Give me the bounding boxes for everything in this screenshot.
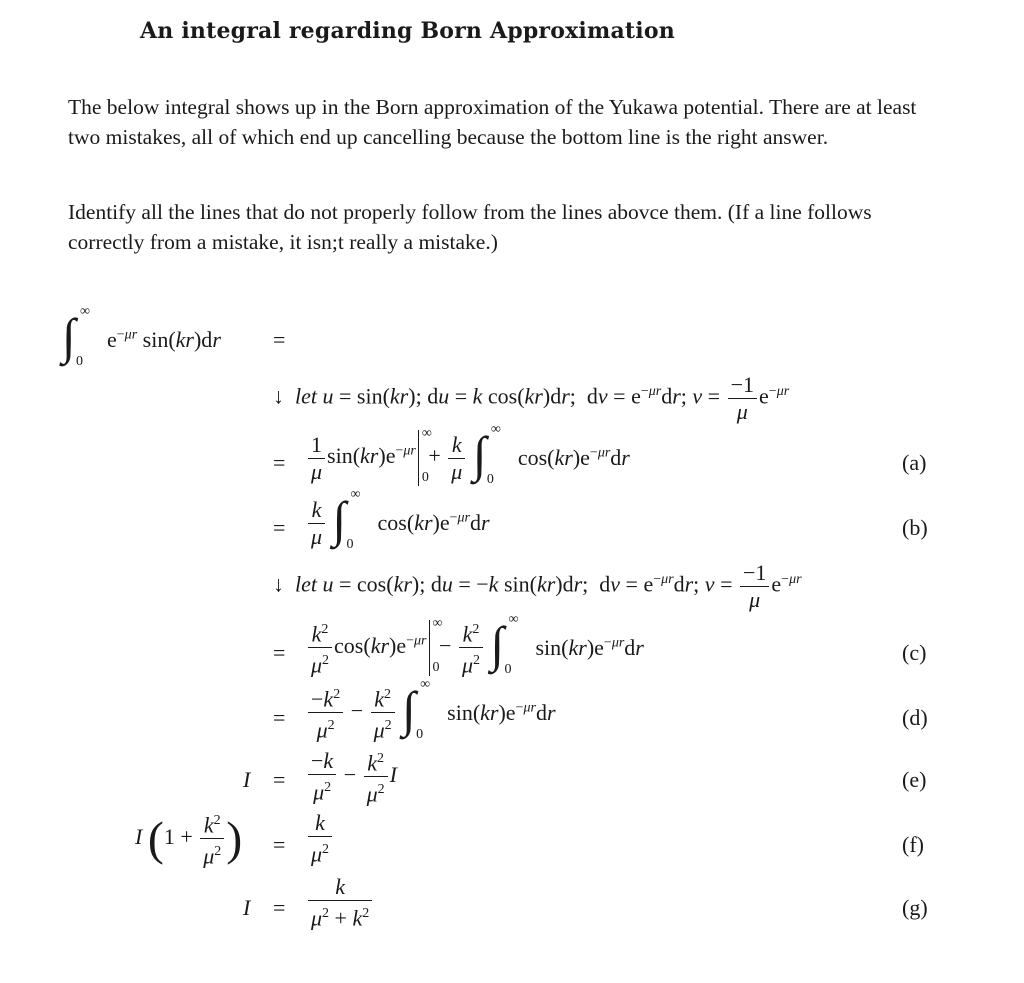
integral-lhs: ∫ ∞ 0 $e^{-\mu r}$ sin(kr)dr [62,304,221,369]
line-d: $\frac{-k^2}{\mu^2}$ − $\frac{k^2}{\mu^2}$ ∫ ∞ 0 $\sin(kr)e^{-\mu r}dr$ [306,682,556,744]
line-c: $\frac{k^2}{\mu^2}$ $\cos(kr)e^{-\mu r}$ ∞ 0 − $\frac{k^2}{\mu^2}$ ∫ ∞ 0 $\sin(kr)e^{-\mu r}dr$ [306,617,644,679]
tag-f: (f) [902,832,924,857]
line-e: $\frac{-k}{\mu^2}$ − $\frac{k^2}{\mu^2}$ I [306,746,397,808]
line-b: $\frac{k}{\mu}$ ∫ ∞ 0 $\cos(kr)e^{-\mu r}dr$ [306,493,490,553]
tag-c: (c) [902,640,927,665]
integral-sign: ∫ ∞ 0 [62,304,90,369]
substitution-1: ↓ let u = sin(kr); du = k cos(kr)dr; dv = $e^{-\mu r}dr$; v = $\frac{-1}{\mu}$ $e^{-\mu r}$ [273,372,790,424]
intro-paragraph: The below integral shows up in the Born approximation of the Yukawa potential. There are at least two mistakes, all of which end up cancelling because the bottom line is the right answer. [68,95,917,149]
tag-e: (e) [902,767,927,792]
tag-a: (a) [902,450,927,475]
tag-g: (g) [902,895,928,920]
lhs-f: I (1 + $\frac{k^2}{\mu^2}$ ) [135,808,242,870]
tag-b: (b) [902,515,928,540]
line-f: $\frac{k}{\mu^2}$ [306,810,334,867]
substitution-2: ↓ let u = cos(kr); du = −k sin(kr)dr; dv = $e^{-\mu r}dr$; v = $\frac{-1}{\mu}$ $e^{-\mu r}$ [273,560,802,612]
document-title: An integral regarding Born Approximation [140,18,675,44]
lhs-I-g: I [243,895,251,920]
lhs-I-e: I [243,767,251,792]
line-g: $\frac{k}{\mu^2 + k^2}$ [306,874,374,931]
instruction-paragraph: Identify all the lines that do not properly follow from the lines abovce them. (If a line follows correctly from a mistake, it isn;t really a mistake.) [68,200,872,254]
tag-d: (d) [902,705,928,730]
line-a: $\frac{1}{\mu}$ $\sin(kr)e^{-\mu r}$ ∞ 0 + $\frac{k}{\mu}$ ∫ ∞ 0 $\cos(kr)e^{-\mu r}dr$ [306,428,630,488]
